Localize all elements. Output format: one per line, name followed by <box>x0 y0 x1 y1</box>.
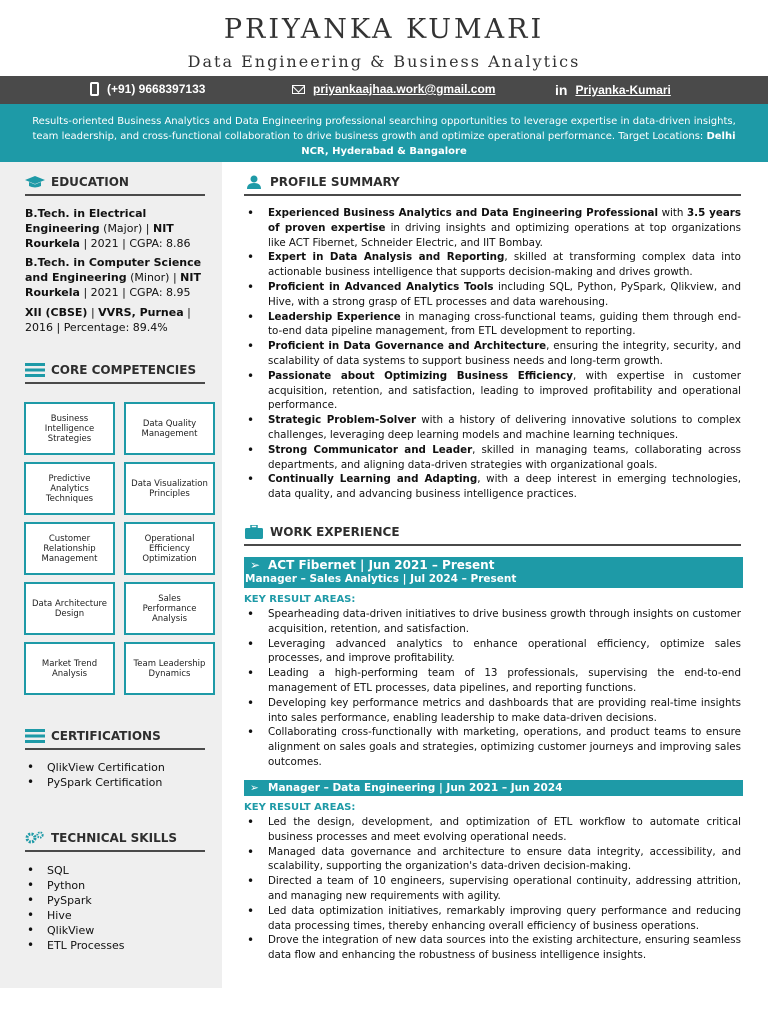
phone-number: (+91) 9668397133 <box>107 82 206 96</box>
competency-tile: Data Architecture Design <box>24 582 115 635</box>
list-item: • Drove the integration of new data sources into the existing architecture, ensuring seamless data flow and enhancing the robustness of business intelligence insights. <box>244 933 741 963</box>
list-item: • Expert in Data Analysis and Reporting, skilled at transforming complex data into actionable business intelligence that supports decision-making and drives growth. <box>244 250 741 280</box>
list-item: • QlikView <box>27 923 125 938</box>
profile-summary-list <box>244 206 741 502</box>
email-link[interactable]: priyankaajhaa.work@gmail.com <box>313 82 496 96</box>
list-item: • ETL Processes <box>27 938 125 953</box>
mail-icon <box>292 85 305 94</box>
certifications-list <box>27 760 165 790</box>
phone-icon <box>90 82 99 96</box>
contact-phone <box>90 82 205 96</box>
education-heading-label: EDUCATION <box>51 175 129 189</box>
list-item: • Spearheading data-driven initiatives to drive business growth through insights on customer acquisition, retention, and satisfaction. <box>244 607 741 637</box>
education-entry: B.Tech. in Electrical Engineering (Major) | NIT Rourkela | 2021 | CGPA: 8.86 <box>25 207 191 250</box>
list-item: • Continually Learning and Adapting, with a deep interest in emerging technologies, data quality, and advancing business intelligence practices. <box>244 472 741 502</box>
profile-summary-heading-label: PROFILE SUMMARY <box>270 175 400 189</box>
key-result-areas-label: KEY RESULT AREAS: <box>244 594 356 605</box>
education-entry: B.Tech. in Computer Science and Engineering (Minor) | NIT Rourkela | 2021 | CGPA: 8.95 <box>25 256 202 299</box>
user-icon <box>244 175 264 189</box>
list-item: • Experienced Business Analytics and Data Engineering Professional with 3.5 years of proven expertise in driving insights and optimizing operations at top organizations like ACT Fibernet, Schneider Electric, and IIT Bombay. <box>244 206 741 250</box>
key-result-areas-label: KEY RESULT AREAS: <box>244 802 356 813</box>
competency-tile: Market Trend Analysis <box>24 642 115 695</box>
company-header <box>244 557 743 588</box>
list-item: • Collaborating cross-functionally with marketing, operations, and product teams to ensure alignment on sales goals and strategies, optimizing customer journeys and improving sales outcomes. <box>244 725 741 769</box>
company-line: ACT Fibernet | Jun 2021 – Present <box>268 558 495 572</box>
role-header <box>244 780 743 796</box>
list-item: • Hive <box>27 908 125 923</box>
role-title: Manager – Data Engineering | Jun 2021 – Jun 2024 <box>268 782 563 794</box>
list-item: • Passionate about Optimizing Business Efficiency, with expertise in customer acquisition, retention, and satisfaction, leading to improved profitability and operational performance. <box>244 369 741 413</box>
list-item: • Leading a high-performing team of 13 professionals, supervising the end-to-end management of ETL processes, data pipelines, and reporting functions. <box>244 666 741 696</box>
gears-icon <box>25 831 45 845</box>
competency-tile: Operational Efficiency Optimization <box>124 522 215 575</box>
list-icon <box>25 729 45 743</box>
role2-kra-list <box>244 815 741 963</box>
list-item: • Led the design, development, and optimization of ETL workflow to automate critical business processes and meet evolving operational needs. <box>244 815 741 845</box>
competencies-grid <box>24 402 216 695</box>
list-item: • PySpark <box>27 893 125 908</box>
technical-skills-heading-label: TECHNICAL SKILLS <box>51 831 177 845</box>
technical-skills-divider <box>25 850 205 852</box>
competency-tile: Business Intelligence Strategies <box>24 402 115 455</box>
education-entry: XII (CBSE) | VVRS, Purnea | 2016 | Percentage: 89.4% <box>25 306 191 334</box>
list-item: • SQL <box>27 863 125 878</box>
list-item: • QlikView Certification <box>27 760 165 775</box>
competencies-divider <box>25 382 205 384</box>
target-locations: Delhi NCR, Hyderabad & Bangalore <box>301 131 736 157</box>
work-experience-heading <box>244 525 400 539</box>
list-item: • PySpark Certification <box>27 775 165 790</box>
graduation-cap-icon <box>25 175 45 189</box>
list-item: • Python <box>27 878 125 893</box>
contact-bar <box>0 76 768 104</box>
work-experience-divider <box>244 544 741 546</box>
list-item: • Proficient in Data Governance and Architecture, ensuring the integrity, security, and scalability of data systems to support business needs and long-term growth. <box>244 339 741 369</box>
competency-tile: Team Leadership Dynamics <box>124 642 215 695</box>
certifications-heading-label: CERTIFICATIONS <box>51 729 161 743</box>
list-item: • Proficient in Advanced Analytics Tools including SQL, Python, PySpark, Qlikview, and Hive, with a strong grasp of ETL processes and data warehousing. <box>244 280 741 310</box>
candidate-name: PRIYANKA KUMARI <box>223 14 545 45</box>
list-item: • Leadership Experience in managing cross-functional teams, guiding them through end-to-end data pipeline management, from ETL development to reporting. <box>244 310 741 340</box>
certifications-divider <box>25 748 205 750</box>
list-icon <box>25 363 45 377</box>
competency-tile: Data Quality Management <box>124 402 215 455</box>
technical-skills-heading <box>25 831 177 845</box>
technical-skills-list <box>27 863 125 953</box>
arrow-icon: ➢ <box>250 558 261 572</box>
objective-text: Results-oriented Business Analytics and Data Engineering professional searching opportunities to leverage expertise in data-driven insights, team leadership, and cross-functional collaboration to drive business growth and optimize operational performance. Target Locations: <box>32 116 736 142</box>
education-heading <box>25 175 129 189</box>
list-item: • Leveraging advanced analytics to enhance operational efficiency, optimize sales processes, and improve profitability. <box>244 637 741 667</box>
linkedin-icon: in <box>555 82 568 98</box>
competency-tile: Predictive Analytics Techniques <box>24 462 115 515</box>
linkedin-link[interactable]: Priyanka-Kumari <box>575 83 671 97</box>
list-item: • Led data optimization initiatives, remarkably improving query performance and reducing data processing times, thereby enhancing overall efficiency of business operations. <box>244 904 741 934</box>
arrow-icon: ➢ <box>250 782 259 794</box>
candidate-title: Data Engineering & Business Analytics <box>187 52 581 71</box>
list-item: • Strong Communicator and Leader, skilled in managing teams, collaborating across departments, and aligning data-driven strategies with organizational goals. <box>244 443 741 473</box>
contact-linkedin[interactable] <box>555 82 671 98</box>
competency-tile: Sales Performance Analysis <box>124 582 215 635</box>
profile-summary-divider <box>244 194 741 196</box>
contact-email[interactable] <box>292 82 495 96</box>
role1-kra-list <box>244 607 741 770</box>
list-item: • Directed a team of 10 engineers, supervising operational continuity, addressing attrition, and managing new requirements with agility. <box>244 874 741 904</box>
competencies-heading <box>25 363 196 377</box>
briefcase-icon <box>244 525 264 539</box>
objective-banner <box>0 104 768 162</box>
role-title: Manager – Sales Analytics | Jul 2024 – Present <box>245 573 517 585</box>
certifications-heading <box>25 729 161 743</box>
list-item: • Strategic Problem-Solver with a history of delivering innovative solutions to complex challenges, leveraging deep learning models and machine learning techniques. <box>244 413 741 443</box>
education-divider <box>25 194 205 196</box>
profile-summary-heading <box>244 175 400 189</box>
competency-tile: Customer Relationship Management <box>24 522 115 575</box>
competencies-heading-label: CORE COMPETENCIES <box>51 363 197 377</box>
competency-tile: Data Visualization Principles <box>124 462 215 515</box>
work-experience-heading-label: WORK EXPERIENCE <box>270 525 400 539</box>
list-item: • Managed data governance and architecture to ensure data integrity, accessibility, and scalability, supporting the organization's data-driven decision-making. <box>244 845 741 875</box>
list-item: • Developing key performance metrics and dashboards that are providing real-time insights into sales performance, enabling leadership to make data-driven decisions. <box>244 696 741 726</box>
